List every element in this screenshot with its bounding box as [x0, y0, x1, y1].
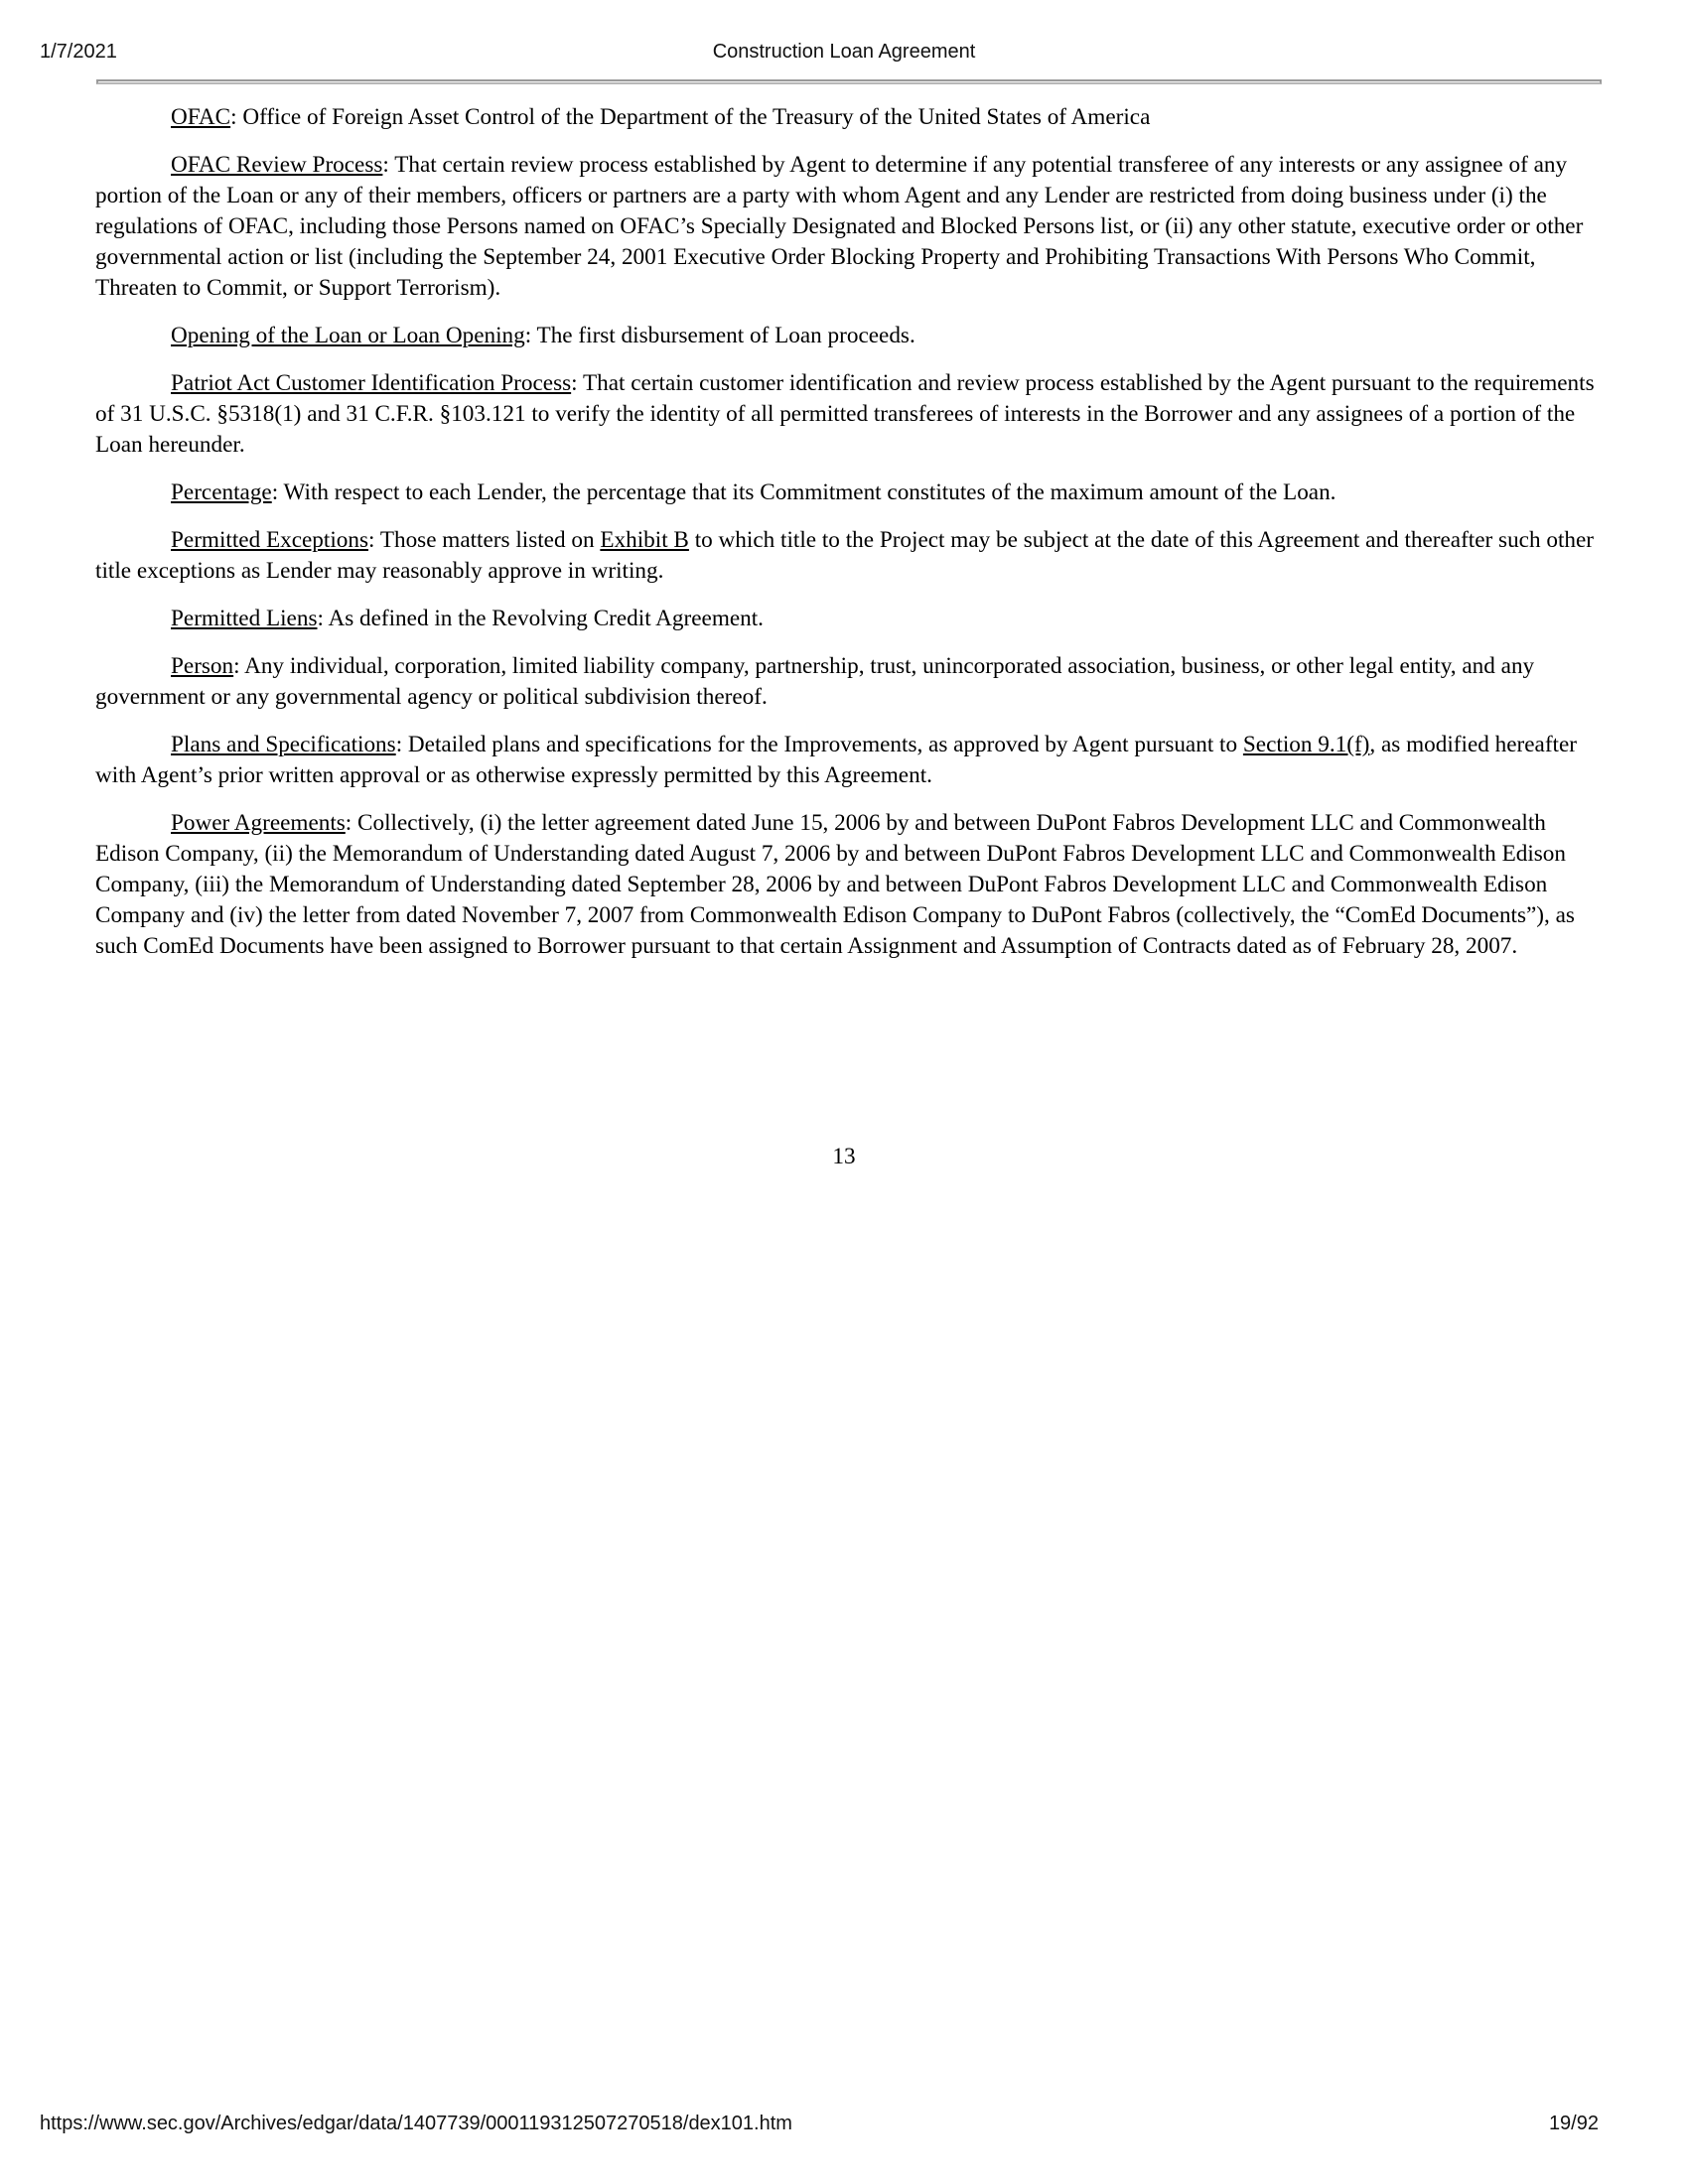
defined-term: OFAC	[171, 104, 231, 130]
section-reference: Section 9.1(f)	[1242, 732, 1370, 757]
defined-term: Percentage	[171, 479, 272, 505]
definition-text: : The first disbursement of Loan proceeds.	[524, 323, 915, 348]
page-number: 13	[832, 1144, 856, 1169]
definition-text: : Any individual, corporation, limited liability company, partnership, trust, unincorporated association, business, or other legal entity, and any government or any governmental agency or political subdivision thereof.	[95, 653, 1535, 710]
defined-term: OFAC Review Process	[171, 152, 383, 178]
definition-patriot-act-process	[95, 368, 1605, 461]
definition-text: : With respect to each Lender, the percentage that its Commitment constitutes of the maximum amount of the Loan.	[271, 479, 1336, 505]
definition-percentage	[95, 478, 1605, 508]
definition-text: : Detailed plans and specifications for the Improvements, as approved by Agent pursuant to	[395, 732, 1243, 757]
defined-term: Power Agreements	[171, 810, 346, 836]
definition-permitted-exceptions	[95, 525, 1605, 587]
definition-text: : That certain review process established by Agent to determine if any potential transferee of any interests or any assignee of any portion of the Loan or any of their members, officers or partners are a party with whom Agent and any Lender are restricted from doing business under (i) the regulations of OFAC, including those Persons named on OFAC’s Specially Designated and Blocked Persons list, or (ii) any other statute, executive order or other governmental action or list (including the September 24, 2001 Executive Order Blocking Property and Prohibiting Transactions With Persons Who Commit, Threaten to Commit, or Support Terrorism).	[95, 152, 1584, 301]
definition-text: , as modified hereafter with Agent’s prior written approval or as otherwise expressly permitted by this Agreement.	[95, 732, 1577, 788]
defined-term: Patriot Act Customer Identification Process	[171, 370, 572, 396]
print-date: 1/7/2021	[40, 41, 117, 63]
definition-text: : Office of Foreign Asset Control of the Department of the Treasury of the United States of America	[230, 104, 1151, 130]
definitions-section	[95, 102, 1605, 979]
exhibit-b-reference: Exhibit B	[600, 527, 689, 553]
definition-text: : Collectively, (i) the letter agreement dated June 15, 2006 by and between DuPont Fabros Development LLC and Commonwealth Edison Company, (ii) the Memorandum of Understanding dated August 7, 2006 by and between DuPont Fabros Development LLC and Commonwealth Edison Company, (iii) the Memorandum of Understanding dated September 28, 2006 by and between DuPont Fabros Development LLC and Commonwealth Edison Company and (iv) the letter from dated November 7, 2007 from Commonwealth Edison Company to DuPont Fabros (collectively, the “ComEd Documents”), as such ComEd Documents have been assigned to Borrower pursuant to that certain Assignment and Assumption of Contracts dated as of February 28, 2007.	[95, 810, 1575, 959]
definition-power-agreements	[95, 808, 1605, 962]
defined-term: Permitted Exceptions	[171, 527, 368, 553]
definition-ofac	[95, 102, 1605, 133]
defined-term: Plans and Specifications	[171, 732, 396, 757]
definition-plans-and-specifications	[95, 730, 1605, 791]
definition-ofac-review-process	[95, 150, 1605, 304]
definition-text: to which title to the Project may be subject at the date of this Agreement and thereafter such other title exceptions as Lender may reasonably approve in writing.	[95, 527, 1594, 584]
definition-permitted-liens	[95, 604, 1605, 634]
defined-term: Person	[171, 653, 234, 679]
header-rule	[96, 79, 1602, 84]
document-title: Construction Loan Agreement	[712, 41, 976, 63]
definition-text: : As defined in the Revolving Credit Agreement.	[317, 606, 764, 631]
definition-text: : Those matters listed on	[368, 527, 601, 553]
definition-person	[95, 651, 1605, 713]
definition-text: : That certain customer identification and review process established by the Agent pursuant to the requirements of 31 U.S.C. §5318(1) and 31 C.F.R. §103.121 to verify the identity of all permitted transferees of interests in the Borrower and any assignees of a portion of the Loan hereunder.	[95, 370, 1595, 458]
source-url: https://www.sec.gov/Archives/edgar/data/1407739/000119312507270518/dex101.htm	[40, 2113, 792, 2134]
definition-loan-opening	[95, 321, 1605, 351]
defined-term: Opening of the Loan or Loan Opening	[171, 323, 525, 348]
print-page-count: 19/92	[1548, 2113, 1599, 2134]
defined-term: Permitted Liens	[171, 606, 318, 631]
